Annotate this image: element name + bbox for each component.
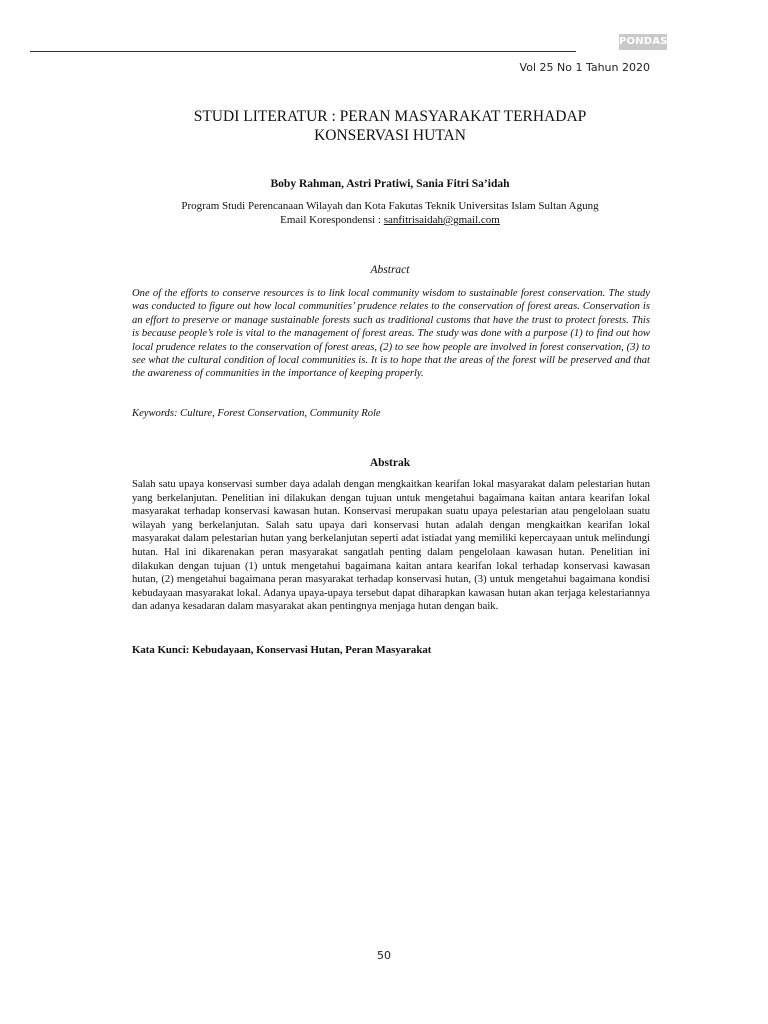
affiliation: Program Studi Perencanaan Wilayah dan Kota Fakutas Teknik Universitas Islam Sultan Agung	[181, 200, 599, 212]
abstract-heading: Abstract	[370, 264, 410, 276]
journal-badge: PONDASI	[619, 34, 667, 50]
author-list: Boby Rahman, Astri Pratiwi, Sania Fitri Sa’idah	[270, 178, 510, 190]
abstrak-body: Salah satu upaya konservasi sumber daya adalah dengan mengkaitkan kearifan lokal masyarakat dalam pelestarian hutan yang berkelanjutan. Penelitian ini dilakukan dengan tujuan untuk mengetahui bagaimana kaitan antara kearifan lokal masyarakat terhadap konservasi kawasan hutan. Konservasi merupakan suatu upaya pelestarian atau pengelolaan suatu wilayah yang berkelanjutan. Salah satu upaya dari konservasi hutan adalah dengan mengkaitkan kearifan lokal masyarakat dalam pelestarian hutan yang berkelanjutan seperti adat istiadat yang memiliki kepercayaan untuk melindungi hutan. Hal ini dikarenakan peran masyarakat sangatlah penting dalam pengelolaan kawasan hutan. Penelitian ini dilakukan dengan tujuan (1) untuk mengetahui bagaimana kaitan antara kearifan lokal terhadap konservasi kawasan hutan, (2) mengetahui bagaimana peran masyarakat terhadap konservasi hutan, (3) untuk mengetahui bagaimana kondisi kebudayaan masyarakat lokal. Adanya upaya-upaya tersebut dapat diharapkan kawasan hutan akan terjaga kelestariannya dan adanya kesadaran dalam masyarakat akan pentingnya menjaga hutan dengan baik.	[132, 479, 650, 613]
email-link[interactable]: sanfitrisaidah@gmail.com	[383, 214, 500, 226]
keywords-en: Keywords: Culture, Forest Conservation, Community Role	[132, 408, 381, 419]
header-rule	[30, 51, 576, 52]
email-label: Email Korespondensi :	[280, 214, 384, 226]
title-line-1: STUDI LITERATUR : PERAN MASYARAKAT TERHADAP	[193, 108, 587, 125]
correspondence-email	[130, 213, 650, 227]
affiliation-block	[130, 199, 650, 227]
volume-info: Vol 25 No 1 Tahun 2020	[519, 61, 650, 74]
page-number: 50	[377, 949, 391, 962]
abstract-body: One of the efforts to conserve resources is to link local community wisdom to sustainable forest conservation. The study was conducted to figure out how local communities’ prudence relates to the conservation of forest areas. Conservation is an effort to preserve or manage sustainable forests such as traditional customs that have the trust to protect forests. This is because people’s role is vital to the management of forest areas. The study was done with a purpose (1) to find out how local prudence relates to the conservation of forest areas, (2) to see how people are involved in forest conservation, (3) to see what the cultural condition of local communities is. It is to hope that the areas of the forest will be preserved and that the awareness of communities in the importance of keeping properly.	[132, 288, 650, 380]
paper-title	[130, 107, 650, 145]
keywords-id: Kata Kunci: Kebudayaan, Konservasi Hutan, Peran Masyarakat	[132, 644, 432, 656]
title-line-2: KONSERVASI HUTAN	[314, 127, 466, 144]
abstrak-heading: Abstrak	[369, 457, 411, 469]
